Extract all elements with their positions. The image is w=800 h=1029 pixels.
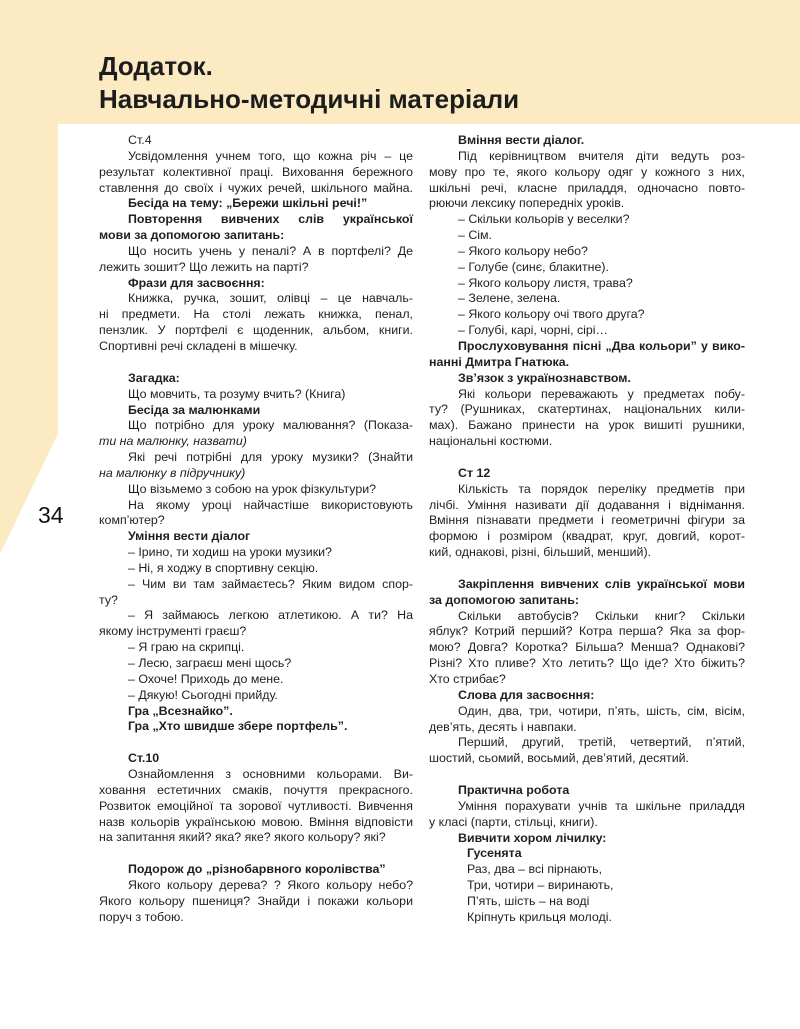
text-line: – Ні, я ходжу в спортивну секцію.	[128, 560, 319, 575]
text-line: – Ірино, ти ходиш на уроки музики?	[128, 545, 332, 560]
text-line: П’ять, шість – на воді	[467, 893, 590, 908]
text-line: Бесіда на тему: „Бережи шкільні речі!”	[128, 196, 368, 211]
text-line: – Я граю на скрипці.	[128, 640, 245, 655]
text-line: Один, два, три, чотири, п’ять, шість, сім, вісім,	[458, 703, 745, 718]
text-line: – Чим ви там займаєтесь? Яким видом спор-	[128, 576, 413, 591]
text-line: – Зелене, зелена.	[458, 291, 561, 306]
text-line: Якого кольору дерева? ? Якого кольору небо?	[128, 878, 413, 893]
text-line: мову про те, якого кольору одяг у кожного з них,	[429, 164, 745, 179]
text-line: Уміння порахувати учнів та шкільне приладдя	[458, 798, 745, 813]
text-line: рюючи лексику попередніх уроків.	[429, 196, 625, 211]
text-line: Зв’язок з українознавством.	[458, 370, 631, 385]
text-line: На якому уроці найчастіше використовують	[128, 497, 413, 512]
text-line: кий, однакові, різні, більший, менший).	[429, 545, 652, 560]
text-line: якому інструменті граєш?	[99, 624, 247, 639]
text-line: Які речі потрібні для уроку музики? (Знайти	[128, 450, 413, 465]
text-line: Що носить учень у пеналі? А в портфелі? Де	[128, 243, 413, 258]
text-line: формою і розміром (квадрат, круг, довгий, корот-	[429, 529, 745, 544]
text-line: Що потрібно для уроку малювання? (Показа-	[128, 418, 413, 433]
text-line: Уміння вести діалог	[128, 529, 251, 544]
text-line: пензлик. У портфелі є щоденник, альбом, книги.	[99, 323, 413, 338]
text-line: ховання естетичних смаків, почуття прекрасного.	[99, 782, 413, 797]
text-line: комп’ютер?	[99, 513, 165, 528]
text-line: Слова для засвоєння:	[458, 687, 595, 702]
text-line: шостий, сьомий, восьмий, дев’ятий, десятий.	[429, 751, 690, 766]
text-line: яблук? Котрий перший? Котра перша? Яка за фор-	[429, 624, 745, 639]
text-line: мах). Бажано принести на урок вишиті рушники,	[429, 418, 745, 433]
text-line: ні предмети. На столі лежать книжка, пенал,	[99, 307, 413, 322]
text-line: – Сім.	[458, 228, 492, 243]
text-line: Подорож до „різнобарвного королівства”	[128, 862, 386, 877]
right-text-column	[429, 133, 745, 926]
text-line: Гра „Хто швидше збере портфель”.	[128, 719, 348, 734]
text-line: Ст 12	[458, 465, 491, 480]
text-line: Усвідомлення учнем того, що кожна річ – це	[128, 148, 413, 163]
text-line: Якого кольору пшениця? Знайди і покажи кольори	[99, 893, 413, 908]
text-line: Перший, другий, третій, четвертий, п’ятий,	[458, 735, 745, 750]
text-line: дев’ять, десять і навпаки.	[429, 719, 577, 734]
text-line: Вміння вести діалог.	[458, 133, 585, 147]
text-line: на малюнку в підручнику)	[99, 465, 246, 480]
text-line: ти на малюнку, назвати)	[99, 434, 247, 449]
text-line: Вміння пізнавати предмети і геометричні фігури за	[429, 513, 745, 528]
margin-band	[0, 124, 58, 554]
text-line: лежить зошит? Що лежить на парті?	[99, 259, 309, 274]
text-line: Гусенята	[467, 846, 522, 861]
text-line: Прослуховування пісні „Два кольори” у вико-	[458, 338, 745, 353]
text-line: назв кольорів українською мовою. Вміння відповісти	[99, 814, 413, 829]
paragraph-gap	[99, 735, 413, 751]
text-line: Вивчити хором лічилку:	[458, 830, 607, 845]
text-line: за допомогою запитань:	[429, 592, 579, 607]
page-number: 34	[38, 502, 64, 528]
text-line: Раз, два – всі пірнають,	[467, 862, 603, 877]
paragraph-gap	[429, 450, 745, 466]
text-line: – Дякую! Сьогодні прийду.	[128, 687, 278, 702]
paragraph-gap	[99, 846, 413, 862]
page-title-line-2: Навчально-методичні матеріали	[99, 84, 520, 114]
page-title-line-1: Додаток.	[99, 51, 213, 81]
text-line: Хто стрибає?	[429, 672, 506, 686]
page-title	[99, 50, 519, 116]
text-line: Гра „Всезнайко”.	[128, 703, 233, 718]
text-line: ту?	[99, 592, 118, 607]
text-line: мови за допомогою запитань:	[99, 228, 285, 243]
paragraph-gap	[429, 561, 745, 577]
paragraph-gap	[99, 355, 413, 371]
text-line: Спортивні речі складені в мішечку.	[99, 338, 298, 353]
text-line: лічбі. Уміння називати дії додавання і віднімання.	[429, 497, 745, 512]
text-line: Три, чотири – виринають,	[467, 878, 614, 893]
text-line: Кількість та порядок переліку предметів при	[458, 481, 745, 496]
text-line: – Я займаюсь легкою атлетикою. А ти? На	[128, 608, 413, 623]
text-line: на запитання який? яка? яке? якого кольору? які?	[99, 830, 386, 845]
text-line: мою? Довга? Коротка? Більша? Менша? Однакові?	[429, 640, 745, 655]
text-line: – Голубе (синє, блакитне).	[458, 259, 609, 274]
text-line: Які кольори переважають у предметах побу-	[458, 386, 745, 401]
text-line: – Голубі, карі, чорні, сірі…	[458, 323, 608, 338]
text-line: результат колективної праці. Виховання бережного	[99, 164, 413, 179]
text-line: поруч з тобою.	[99, 909, 184, 924]
text-line: ставлення до своїх і чужих речей, шкільного майна.	[99, 180, 413, 195]
text-line: національні костюми.	[429, 434, 553, 449]
text-line: у класі (парти, стільці, книги).	[429, 814, 598, 829]
text-line: – Скільки кольорів у веселки?	[458, 212, 630, 227]
text-line: – Якого кольору листя, трава?	[458, 275, 633, 290]
text-line: Що мовчить, та розуму вчить? (Книга)	[128, 386, 346, 401]
text-line: Бесіда за малюнками	[128, 402, 261, 417]
left-text-column	[99, 133, 413, 926]
text-line: Кріпнуть крильця молоді.	[467, 909, 612, 924]
text-line: Практична робота	[458, 783, 570, 798]
text-line: Під керівництвом вчителя діти ведуть роз-	[458, 148, 745, 163]
text-line: – Якого кольору небо?	[458, 243, 588, 258]
text-line: Фрази для засвоєння:	[128, 275, 265, 290]
text-line: Книжка, ручка, зошит, олівці – це навчаль-	[128, 291, 413, 306]
text-line: Ст.4	[128, 133, 152, 147]
text-line: нанні Дмитра Гнатюка.	[429, 354, 570, 369]
text-line: Ст.10	[128, 751, 160, 766]
text-line: Що візьмемо з собою на урок фізкультури?	[128, 481, 377, 496]
paragraph-gap	[429, 767, 745, 783]
text-line: ту? (Рушниках, скатертинах, національних кили-	[429, 402, 745, 417]
text-line: Ознайомлення з основними кольорами. Ви-	[128, 767, 413, 782]
text-line: Скільки автобусів? Скільки книг? Скільки	[458, 608, 745, 623]
text-line: Закріплення вивчених слів української мови	[458, 576, 745, 591]
text-line: – Охоче! Приходь до мене.	[128, 671, 284, 686]
text-line: Повторення вивчених слів української	[128, 212, 413, 227]
text-line: Загадка:	[128, 370, 180, 385]
text-line: Розвиток емоційної та зорової чутливості. Вивчення	[99, 798, 413, 813]
text-line: – Якого кольору очі твого друга?	[458, 307, 645, 322]
text-line: Різні? Хто пливе? Хто летить? Що іде? Хто біжить?	[429, 656, 745, 671]
text-line: шкільні речі, класне приладдя, одночасно повто-	[429, 180, 745, 195]
text-line: – Лесю, заграєш мені щось?	[128, 656, 292, 670]
